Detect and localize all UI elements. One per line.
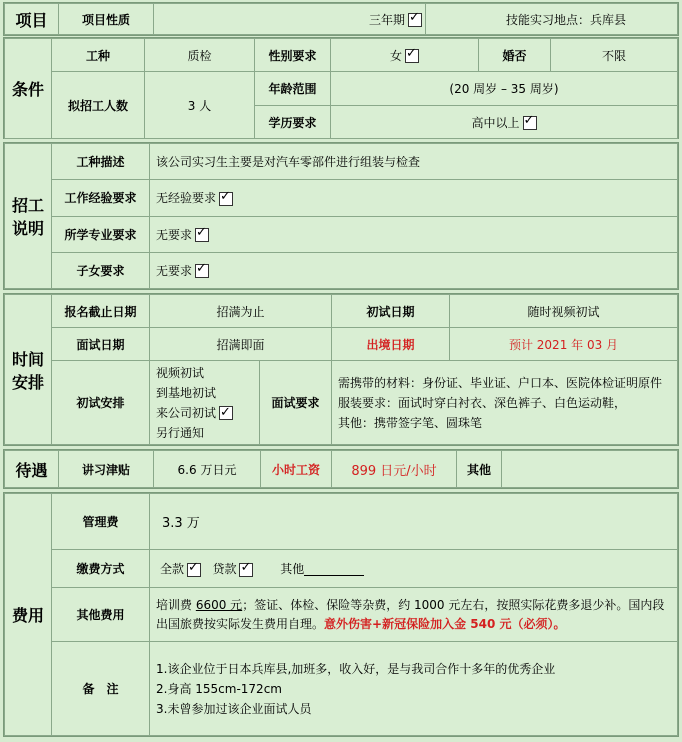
- arrangement-option: 来公司初试: [156, 405, 217, 420]
- remark-line: 2.身高 155cm-172cm: [156, 681, 282, 696]
- gender-label: 性别要求: [255, 39, 331, 72]
- remark-line: 1.该企业位于日本兵库县,加班多，收入好，是与我司合作十多年的优秀企业: [156, 661, 556, 676]
- section-title-schedule: 时间安排: [5, 295, 52, 445]
- subsidy-label: 讲习津贴: [59, 451, 154, 488]
- fee-insurance-note: 意外伤害+新冠保险加入金 540 元（必须）。: [324, 616, 566, 631]
- interview-req-line: 需携带的材料：身份证、毕业证、户口本、医院体检证明原件: [338, 375, 663, 390]
- recruit-desc-section: [3, 142, 679, 290]
- schedule-section: [3, 293, 679, 446]
- management-fee-label: 管理费: [52, 494, 150, 550]
- experience-value: 无经验要求: [156, 191, 217, 206]
- departure-label: 出境日期: [332, 328, 450, 361]
- project-section: [3, 2, 679, 36]
- major-value: 无要求: [156, 227, 193, 242]
- pay-full-checkbox[interactable]: [187, 563, 201, 577]
- fees-section: [3, 492, 679, 737]
- arrangement-option: 视频初试: [156, 365, 205, 380]
- experience-cell: [150, 180, 678, 216]
- gender-checkbox[interactable]: [405, 49, 419, 63]
- major-cell: [150, 216, 678, 252]
- major-checkbox[interactable]: [195, 228, 209, 242]
- major-label: 所学专业要求: [52, 216, 150, 252]
- job-type-label: 工种: [52, 39, 145, 72]
- headcount-value: 3 人: [145, 72, 255, 139]
- subsidy-value: 6.6 万日元: [154, 451, 261, 488]
- remarks-value: [150, 642, 678, 736]
- education-cell: [331, 106, 678, 139]
- children-checkbox[interactable]: [195, 264, 209, 278]
- section-title-treatment: 待遇: [5, 451, 59, 488]
- other-fees-label: 其他费用: [52, 588, 150, 642]
- training-site: 技能实习地点：兵库县: [426, 4, 678, 35]
- education-value: 高中以上: [471, 115, 520, 130]
- interview-req-label: 面试要求: [260, 361, 332, 445]
- arrangement-option-checked: [156, 403, 256, 423]
- other-treatment-value: [502, 451, 678, 488]
- interview-req-line: 服装要求：面试时穿白衬衣、深色裤子、白色运动鞋，: [338, 395, 627, 410]
- recruitment-form: [3, 2, 679, 739]
- section-title-recruit: 招工说明: [5, 144, 52, 289]
- arrangement-option: 到基地初试: [156, 385, 217, 400]
- section-title-conditions: 条件: [5, 39, 52, 139]
- other-treatment-label: 其他: [457, 451, 502, 488]
- conditions-section: [3, 37, 679, 139]
- pay-full-label: 全款: [160, 562, 185, 576]
- experience-label: 工作经验要求: [52, 180, 150, 216]
- fee-amount: 6600 元: [195, 597, 243, 612]
- fee-rest: ；签证、体检、保险等杂费，约 1000 元左右，按照实际花费多退少补。国内段出国旅费按实际发生费用自理。: [156, 597, 665, 631]
- arrangement-checkbox[interactable]: [219, 406, 233, 420]
- education-checkbox[interactable]: [523, 116, 537, 130]
- pay-other-blank[interactable]: [304, 563, 364, 576]
- payment-options: [150, 550, 678, 588]
- first-interview-label: 初试日期: [332, 295, 450, 328]
- first-interview-value: 随时视频初试: [450, 295, 678, 328]
- hourly-wage-value: 899 日元/小时: [332, 451, 457, 488]
- other-fees-value: [150, 588, 678, 642]
- gender-value: 女: [389, 48, 402, 63]
- children-cell: [150, 252, 678, 288]
- payment-method-label: 缴费方式: [52, 550, 150, 588]
- marriage-label: 婚否: [479, 39, 551, 72]
- pay-other-label: 其他: [280, 562, 305, 576]
- gender-cell: [331, 39, 479, 72]
- deadline-label: 报名截止日期: [52, 295, 150, 328]
- job-desc-value: 该公司实习生主要是对汽车零部件进行组装与检查: [150, 144, 678, 180]
- age-label: 年龄范围: [255, 72, 331, 106]
- experience-checkbox[interactable]: [219, 192, 233, 206]
- section-title-fees: 费用: [5, 494, 52, 736]
- section-title-project: 项目: [5, 4, 59, 35]
- interview-date-value: 招满即面: [150, 328, 332, 361]
- job-desc-label: 工种描述: [52, 144, 150, 180]
- management-fee-value: 3.3 万: [150, 494, 678, 550]
- interview-date-label: 面试日期: [52, 328, 150, 361]
- interview-req-line: 其他：携带签字笔、圆珠笔: [338, 415, 483, 430]
- pay-loan-label: 贷款: [212, 562, 237, 576]
- project-period: 三年期: [368, 12, 405, 27]
- interview-req-value: [332, 361, 678, 445]
- children-label: 子女要求: [52, 252, 150, 288]
- job-type-value: 质检: [145, 39, 255, 72]
- pay-loan-checkbox[interactable]: [239, 563, 253, 577]
- education-label: 学历要求: [255, 106, 331, 139]
- treatment-section: [3, 449, 679, 489]
- project-period-cell: [154, 4, 426, 35]
- remark-line: 3.未曾参加过该企业面试人员: [156, 701, 312, 716]
- project-nature-label: 项目性质: [59, 4, 154, 35]
- period-checkbox[interactable]: [408, 13, 422, 27]
- marriage-value: 不限: [551, 39, 678, 72]
- deadline-value: 招满为止: [150, 295, 332, 328]
- arrangement-label: 初试安排: [52, 361, 150, 445]
- arrangement-option: 另行通知: [156, 425, 205, 440]
- hourly-wage-label: 小时工资: [261, 451, 332, 488]
- arrangement-options: [150, 361, 260, 445]
- fee-prefix: 培训费: [156, 597, 196, 612]
- departure-value: 预计 2021 年 03 月: [450, 328, 678, 361]
- headcount-label: 拟招工人数: [52, 72, 145, 139]
- remarks-label: 备 注: [52, 642, 150, 736]
- age-value: (20 周岁 – 35 周岁): [331, 72, 678, 106]
- children-value: 无要求: [156, 263, 193, 278]
